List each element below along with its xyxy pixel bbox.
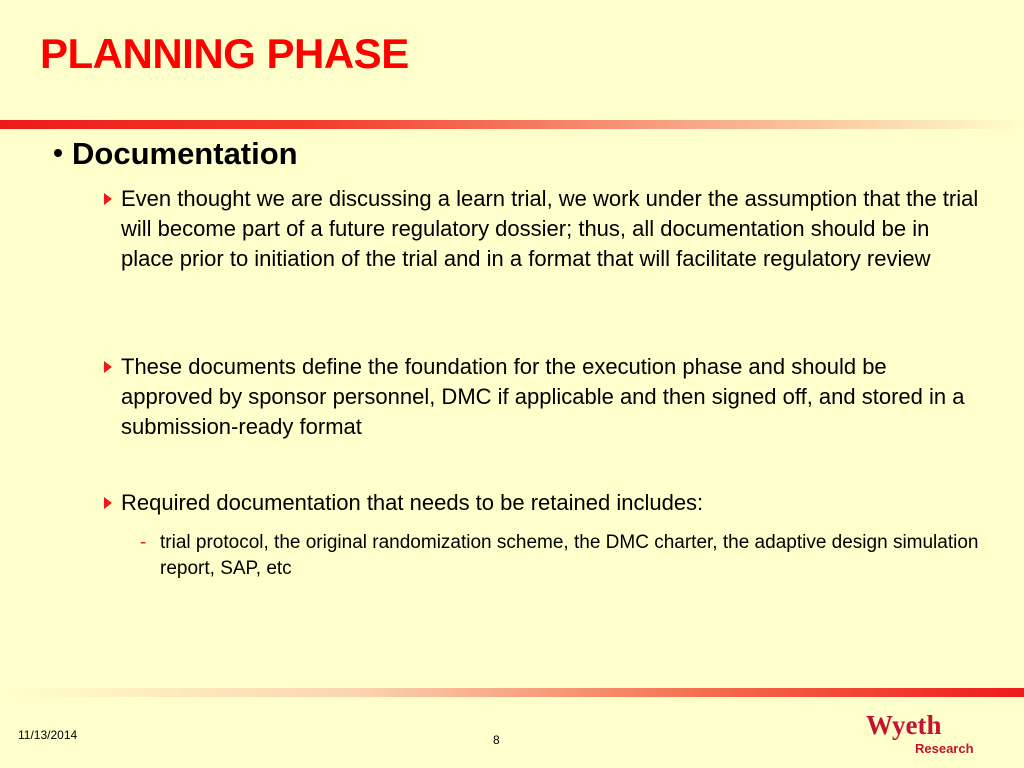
list-item — [104, 488, 984, 518]
slide-title: PLANNING PHASE — [40, 30, 409, 77]
footer-divider — [0, 688, 1024, 697]
list-item-text: These documents define the foundation for the execution phase and should be approved by sponsor personnel, DMC if applicable and then signed off, and stored in a submission-ready format — [121, 354, 965, 439]
list-item — [104, 352, 984, 442]
wyeth-logo — [858, 708, 978, 758]
heading-text: Documentation — [72, 136, 298, 171]
logo-name: Wyeth — [866, 710, 942, 740]
triangle-bullet-icon — [104, 497, 112, 509]
sub-list-item — [140, 530, 980, 582]
bullet-dot-icon — [54, 149, 62, 157]
triangle-bullet-icon — [104, 361, 112, 373]
page-number: 8 — [493, 733, 500, 747]
triangle-bullet-icon — [104, 193, 112, 205]
list-item-text: Required documentation that needs to be retained includes: — [121, 490, 704, 515]
sub-list-item-text: trial protocol, the original randomization scheme, the DMC charter, the adaptive design simulation report, SAP, etc — [160, 532, 979, 579]
list-item — [104, 184, 984, 274]
list-item-text: Even thought we are discussing a learn trial, we work under the assumption that the trial will become part of a future regulatory dossier; thus, all documentation should be in place prior to initiation of the trial and in a format that will facilitate regulatory review — [121, 186, 979, 271]
logo-subtitle: Research — [915, 741, 974, 756]
title-divider — [0, 120, 1024, 129]
dash-bullet-icon: - — [140, 532, 147, 553]
heading-bullet — [54, 136, 298, 172]
footer-date: 11/13/2014 — [18, 728, 78, 742]
